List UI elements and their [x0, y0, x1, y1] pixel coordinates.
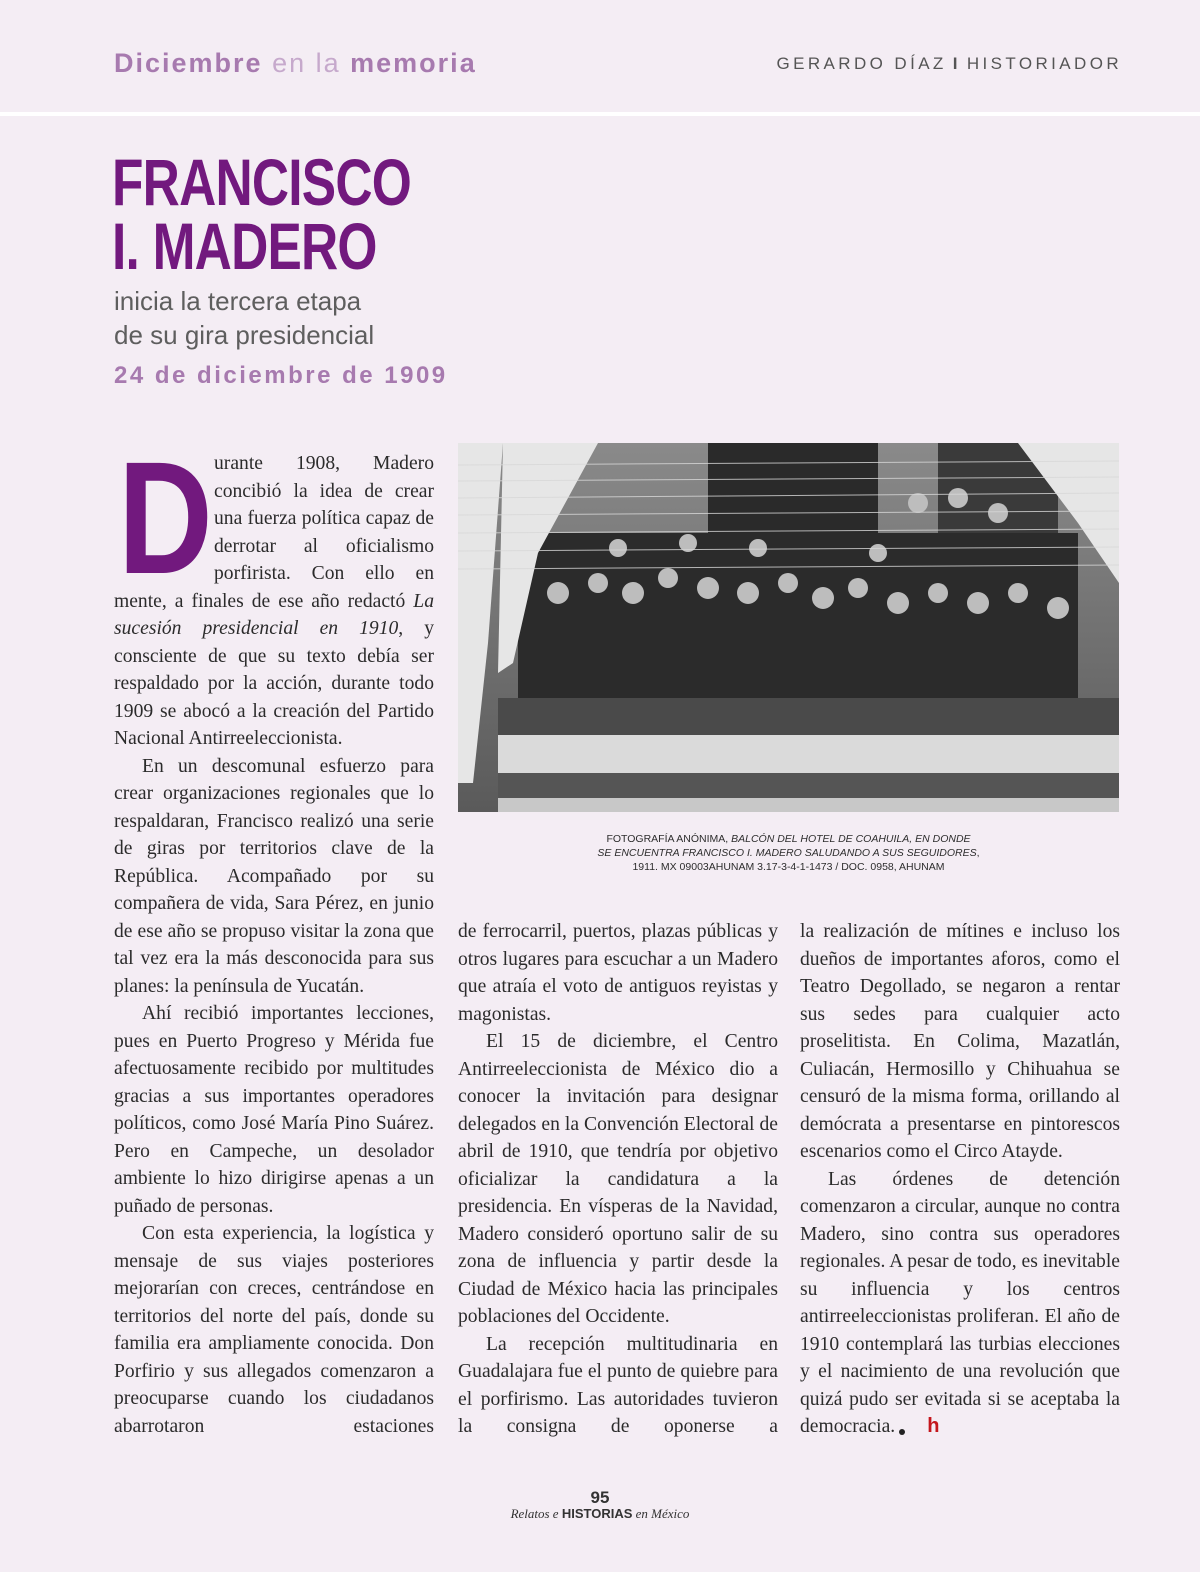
end-mark-letter: h: [927, 1415, 940, 1437]
author-role: HISTORIADOR: [966, 54, 1122, 73]
byline-separator: I: [952, 54, 961, 73]
caption-line-3: 1911. MX 09003AHUNAM 3.17-3-4-1-1473 / DOC. 0958, AHUNAM: [632, 861, 945, 873]
caption-punctuation: ,: [976, 847, 980, 859]
paragraph-5: El 15 de diciembre, el Centro Antirreeleccionista de México dio a conocer la invitación para designar delegados en la Convención Electoral de abril de 1910, que tendría por objetivo oficializar la candidatura a la presidencia. En vísperas de la Navidad, Madero consideró oportuno salir de su zona de influencia y partir desde la Ciudad de México hacia las principales poblaciones del Occidente.: [458, 1031, 778, 1327]
paragraph-1: [114, 428, 434, 753]
paragraph-2: En un descomunal esfuerzo para crear organizaciones regionales que lo respaldaran, Francisco realizó una serie de giras por territorios clave de la República. Acompañado por su compañera de vida, Sara Pérez, en junio de ese año se propuso visitar la zona que tal vez era la más desconocida para sus planes: la península de Yucatán.: [114, 755, 434, 997]
section-title-word-3: memoria: [350, 48, 477, 78]
caption-title-part-2: SE ENCUENTRA FRANCISCO I. MADERO SALUDANDO A SUS SEGUIDORES: [597, 847, 977, 859]
article-column-2: [458, 918, 778, 1441]
article-title-line-1: FRANCISCO: [112, 145, 411, 219]
paragraph-4-continued: de ferrocarril, puertos, plazas públicas y otros lugares para escuchar a un Madero que atraía el voto de antiguos reyistas y magonistas.: [458, 921, 778, 1025]
section-title: [114, 48, 477, 79]
paragraph-4: Con esta experiencia, la logística y mensaje de sus viajes posteriores mejorarían con creces, centrándose en territorios del norte del país, donde su familia era ampliamente conocida. Don Porfirio y sus allegados comenzaron a preocuparse cuando los ciudadanos abarrotaron estaciones: [114, 1223, 434, 1437]
book-title: La sucesión presidencial en 1910: [114, 590, 434, 639]
caption-line-1: [458, 832, 1119, 846]
magazine-name-part-2: HISTORIAS: [561, 1506, 633, 1521]
drop-cap: D: [118, 428, 213, 607]
paragraph-1-text-a: urante 1908, Madero concibió la idea de crear una fuerza política capaz de derrotar al oficialismo porfirista. Con ello en mente, a finales de ese año redactó: [114, 453, 434, 612]
section-title-word-1: Diciembre: [114, 48, 263, 78]
section-title-word-2: en la: [272, 48, 341, 78]
paragraph-7: [800, 1166, 1120, 1441]
article-column-3: [800, 918, 1120, 1441]
photo-illustration: [458, 443, 1119, 812]
magazine-name: [0, 1506, 1200, 1522]
page-footer: [0, 1490, 1200, 1522]
article-column-1: [114, 428, 434, 1440]
end-of-article-mark-icon: [899, 1416, 939, 1436]
author-name: GERARDO DÍAZ: [776, 54, 947, 73]
author-byline: [777, 54, 1122, 74]
paragraph-6-continued: la realización de mítines e incluso los dueños de importantes aforos, como el Teatro Degollado, se negaron a rentar sus sedes para cualquier acto proselitista. En Colima, Mazatlán, Culiacán, Hermosillo y Chihuahua se censuró de la misma forma, orillando al demócrata a presentarse en pintorescos escenarios como el Circo Atayde.: [800, 921, 1120, 1162]
paragraph-6: La recepción multitudinaria en Guadalajara fue el punto de quiebre para el porfirismo. Las autoridades tuvieron la consigna de oponerse a: [458, 1333, 778, 1437]
article-title: [112, 145, 411, 283]
photo-caption: [458, 832, 1119, 874]
article-date: 24 de diciembre de 1909: [114, 362, 448, 389]
page-header: [0, 0, 1200, 112]
paragraph-3: Ahí recibió importantes lecciones, pues en Puerto Progreso y Mérida fue afectuosamente recibido por multitudes gracias a sus importantes operadores políticos, como José María Pino Suárez. Pero en Campeche, un desolador ambiente lo hizo dirigirse apenas a un puñado de personas.: [114, 1003, 434, 1217]
paragraph-1-text-b: , y consciente de que su texto debía ser respaldado por la acción, durante todo 1909 se abocó a la creación del Partido Nacional Antirreeleccionista.: [114, 618, 434, 749]
article-title-line-2: I. MADERO: [112, 209, 377, 283]
paragraph-7-text: Las órdenes de detención comenzaron a circular, aunque no contra Madero, sino contra sus operadores regionales. A pesar de todo, es inevitable su influencia y los centros antirreeleccionistas proliferan. El año de 1910 contemplará las turbias elecciones y el nacimiento de una revolución que quizá pudo ser evitada si se aceptaba la democracia.: [800, 1168, 1120, 1437]
page-number: 95: [590, 1488, 610, 1507]
header-divider: [0, 112, 1200, 116]
caption-title-part-1: BALCÓN DEL HOTEL DE COAHUILA, EN DONDE: [731, 833, 971, 845]
article-subtitle-line-2: de su gira presidencial: [114, 320, 375, 350]
historical-photo: [458, 443, 1119, 812]
magazine-name-part-1: Relatos e: [510, 1506, 559, 1521]
end-mark-dot: [899, 1429, 905, 1435]
magazine-name-part-3: en México: [635, 1506, 690, 1521]
article-subtitle-line-1: inicia la tercera etapa: [114, 286, 362, 316]
caption-line-2: [458, 846, 1119, 860]
caption-credit: FOTOGRAFÍA ANÓNIMA,: [606, 833, 732, 845]
article-subtitle: [114, 284, 374, 352]
